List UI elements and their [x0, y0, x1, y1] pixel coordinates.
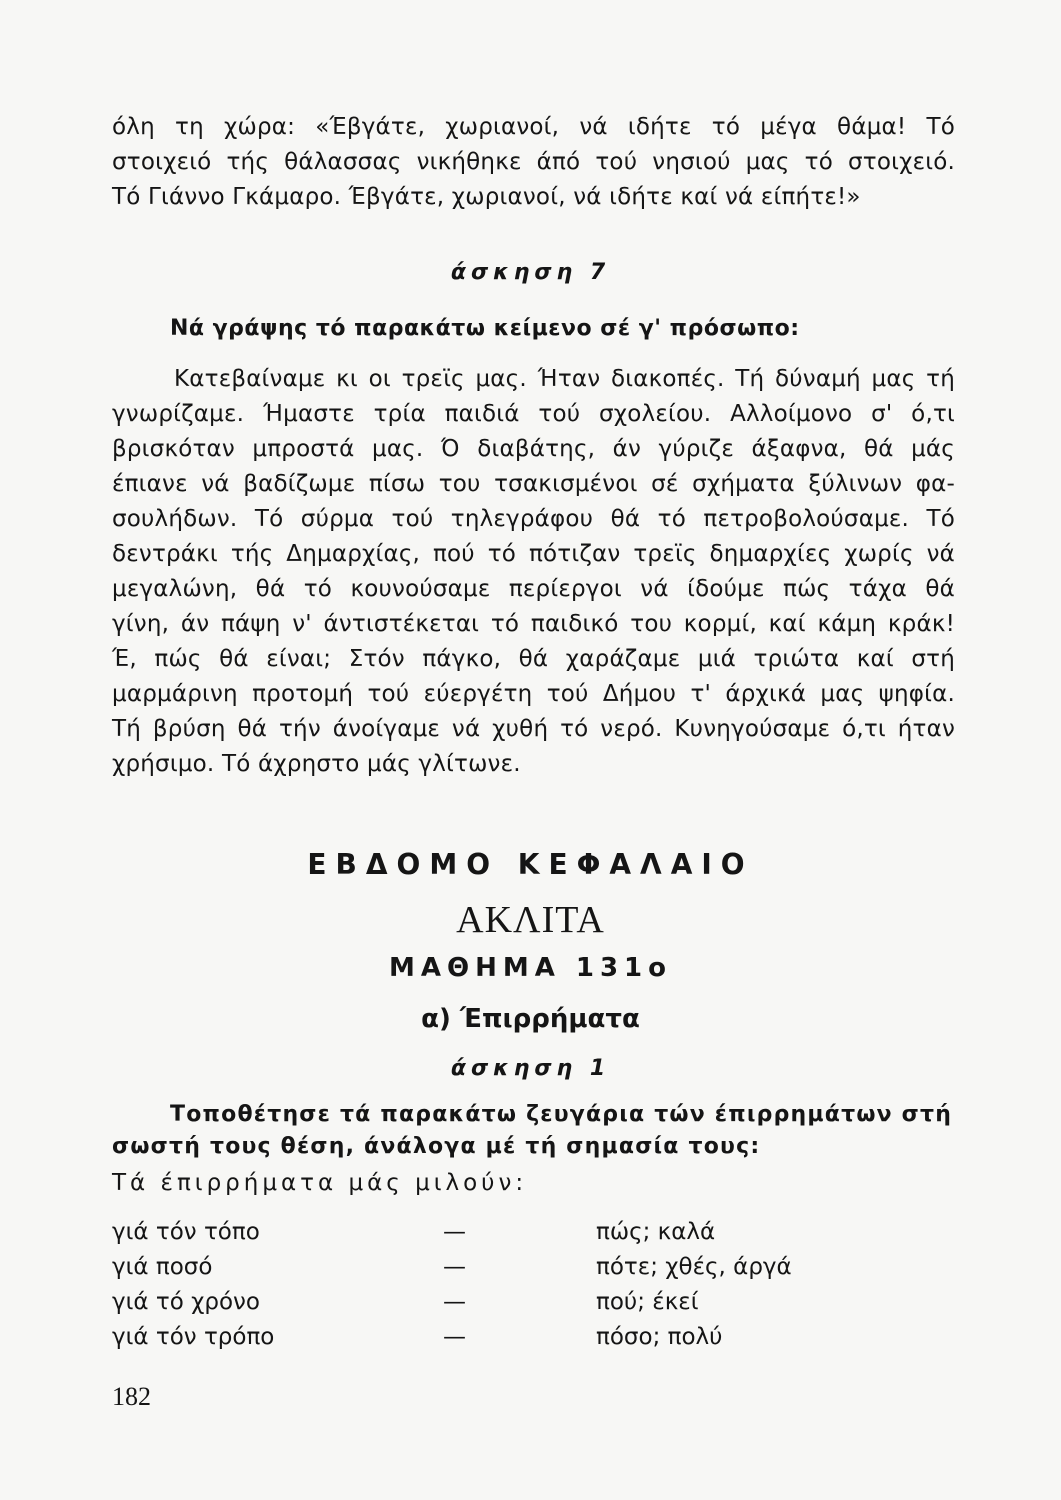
table-row-label: γιά ποσό	[112, 1254, 213, 1280]
table-row-label: γιά τόν τρόπο	[112, 1324, 275, 1350]
exercise-1-instruction: σωστή τους θέση, άνάλογα μέ τή σημασία τους:	[112, 1134, 761, 1159]
page-number: 182	[112, 1382, 151, 1411]
table-row-label: γιά τόν τόπο	[112, 1219, 260, 1245]
subsection-title: α) Έπιρρήματα	[421, 1004, 640, 1034]
exercise-7-line: γίνη, άν πάψη ν' άντιστέκεται τό παιδικό του κορμί, καί κάμη κράκ!	[112, 611, 955, 637]
table-row-dash: —	[443, 1219, 466, 1245]
exercise-7-line: Έ, πώς θά είναι; Στόν πάγκο, θά χαράζαμε μιά τριώτα καί στή	[112, 646, 955, 672]
exercise-7-line: δεντράκι τής Δημαρχίας, πού τό πότιζαν τρεϊς δημαρχίες χωρίς νά	[112, 541, 955, 567]
exercise-7-line: γνωρίζαμε. Ήμαστε τρία παιδιά τού σχολείου. Αλλοίμονο σ' ό,τι	[112, 401, 955, 427]
exercise-1-lead: Τά έπιρρήματα μάς μιλούν:	[112, 1170, 528, 1196]
table-row-value: πόσο; πολύ	[596, 1324, 723, 1350]
exercise-7-line: Κατεβαίναμε κι οι τρεϊς μας. Ήταν διακοπές. Τή δύναμή μας τή	[174, 366, 955, 392]
table-row-label: γιά τό χρόνο	[112, 1289, 260, 1315]
intro-line: όλη τη χώρα: «Έβγάτε, χωριανοί, νά ιδήτε τό μέγα θάμα! Τό	[112, 114, 955, 140]
table-row-value: πού; έκεί	[596, 1289, 699, 1315]
lesson-heading: ΜΑΘΗΜΑ 131ο	[388, 953, 673, 983]
exercise-7-heading: άσκηση 7	[450, 260, 611, 285]
table-row-value: πώς; καλά	[596, 1219, 716, 1245]
exercise-7-line: μεγαλώνη, θά τό κουνούσαμε περίεργοι νά ίδούμε πώς τάχα θά	[112, 576, 955, 602]
exercise-1-heading: άσκηση 1	[450, 1056, 611, 1081]
exercise-7-line: Τή βρύση θά τήν άνοίγαμε νά χυθή τό νερό. Κυνηγούσαμε ό,τι ήταν	[112, 716, 955, 742]
intro-line: Τό Γιάννο Γκάμαρο. Έβγάτε, χωριανοί, νά ιδήτε καί νά είπήτε!»	[112, 184, 861, 210]
table-row-dash: —	[443, 1289, 466, 1315]
exercise-7-line: βρισκόταν μπροστά μας. Ό διαβάτης, άν γύριζε άξαφνα, θά μάς	[112, 436, 955, 462]
exercise-7-line: χρήσιμο. Τό άχρηστο μάς γλίτωνε.	[112, 751, 521, 777]
table-row-dash: —	[443, 1254, 466, 1280]
chapter-heading: ΕΒΔΟΜΟ ΚΕΦΑΛΑΙΟ	[307, 848, 754, 881]
exercise-7-line: έπιανε νά βαδίζωμε πίσω του τσακισμένοι σέ σχήματα ξύλινων φα-	[112, 471, 955, 497]
section-title: ΑΚΛΙΤΑ	[456, 899, 605, 941]
exercise-7-line: μαρμάρινη προτομή τού εύεργέτη τού Δήμου τ' άρχικά μας ψηφία.	[112, 681, 955, 707]
table-row-value: πότε; χθές, άργά	[596, 1254, 792, 1280]
intro-line: στοιχειό τής θάλασσας νικήθηκε άπό τού νησιού μας τό στοιχειό.	[112, 149, 955, 175]
table-row-dash: —	[443, 1324, 466, 1350]
exercise-7-instruction: Νά γράψης τό παρακάτω κείμενο σέ γ' πρόσωπο:	[170, 316, 800, 341]
exercise-7-line: σουλήδων. Τό σύρμα τού τηλεγράφου θά τό πετροβολούσαμε. Τό	[112, 506, 955, 532]
exercise-1-instruction: Τοποθέτησε τά παρακάτω ζευγάρια τών έπιρρημάτων στή	[170, 1102, 953, 1127]
